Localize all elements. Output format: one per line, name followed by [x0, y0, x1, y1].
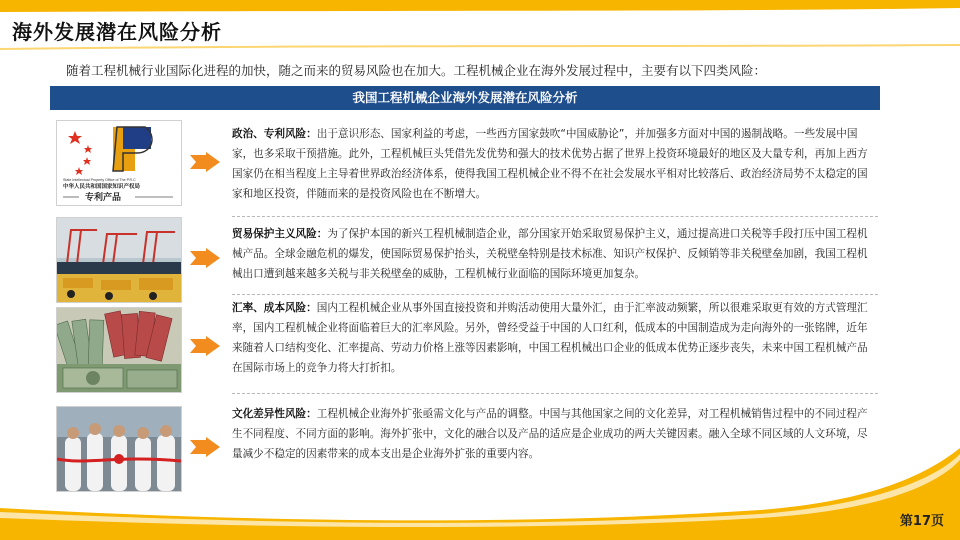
patent-caption-cn: 中华人民共和国国家知识产权局: [63, 184, 141, 190]
risk-description: 国内工程机械企业从事外国直接投资和并购活动使用大量外汇，由于汇率波动频繁，所以很难采取更有效的方式管理汇率，国内工程机械企业将面临着巨大的汇率风险。另外，曾经受益于中国的人口红利，低成本的中国制造成为走向海外的一张铭牌，近年来随着人口结构变化、汇率提高、劳动力价格上涨等因素影响，中国工程机械出口企业的低成本优势正逐步丧失，未来中国工程机械产品在国际市场上的竞争力将大打折扣。: [232, 302, 868, 374]
risk-item-exchange-rate-cost: [232, 298, 878, 378]
port-cranes-photo: [56, 217, 182, 303]
row-divider: [232, 216, 878, 217]
risk-item-political: [232, 124, 878, 204]
arrow-right-icon: [190, 248, 220, 268]
row-divider: [232, 294, 878, 295]
banknotes-photo: [56, 307, 182, 393]
risk-label: 政治、专利风险：: [232, 128, 317, 140]
footer-decoration: [0, 400, 960, 540]
patent-caption-en: State Intellectual Property Office of The P.R.C: [63, 178, 136, 182]
patent-caption-product: 专利产品: [85, 193, 122, 203]
risk-label: 汇率、成本风险：: [232, 302, 317, 314]
risk-description: 出于意识形态、国家利益的考虑，一些西方国家鼓吹“中国威胁论”，并加强多方面对中国的遏制战略。一些发展中国家，也多采取干预措施。此外，工程机械巨头凭借先发优势和强大的技术优势占据了世界上投资环境最好的地区及大量专利，再加上西方国家仍在相当程度上主导着世界政治经济体系，使得我国工程机械企业不得不在社会发展水平相对比较落后、政治经济局势不太稳定的国家和地区投资，伴随而来的是投资风险也在不断增大。: [232, 128, 868, 200]
section-banner: 我国工程机械企业海外发展潜在风险分析: [50, 86, 880, 110]
arrow-right-icon: [190, 152, 220, 172]
footer-swoosh-graphic: [0, 400, 960, 540]
row-divider: [232, 393, 878, 394]
page-title: 海外发展潜在风险分析: [12, 20, 222, 44]
page-number: 第17页: [899, 514, 944, 529]
risk-description: 为了保护本国的新兴工程机械制造企业，部分国家开始采取贸易保护主义，通过提高进口关税等手段打压中国工程机械产品。全球金融危机的爆发，使国际贸易保护抬头，关税壁垒特别是技术标准、知识产权保护、反倾销等非关税壁垒加剧，我国工程机械出口遭到越来越多关税与非关税壁垒的威胁，工程机械行业面临的国际环境更加复杂。: [232, 228, 868, 280]
risk-description: 工程机械企业海外扩张亟需文化与产品的调整。中国与其他国家之间的文化差异，对工程机械销售过程中的不同过程产生不同程度、不同方面的影响。海外扩张中，文化的融合以及产品的适应是企业成功的两大关键因素。融入全球不同区域的人文环境，尽量减少不稳定的因素带来的成本支出是企业海外扩张的重要内容。: [232, 408, 868, 460]
arrow-right-icon: [190, 336, 220, 356]
intro-text: 随着工程机械行业国际化进程的加快，随之而来的贸易风险也在加大。工程机械企业在海外发展过程中，主要有以下四类风险：: [66, 63, 767, 78]
patent-office-logo: [56, 120, 182, 206]
risk-item-trade-protection: [232, 224, 878, 284]
risk-label: 文化差异性风险：: [232, 408, 317, 420]
risk-label: 贸易保护主义风险：: [232, 228, 328, 240]
